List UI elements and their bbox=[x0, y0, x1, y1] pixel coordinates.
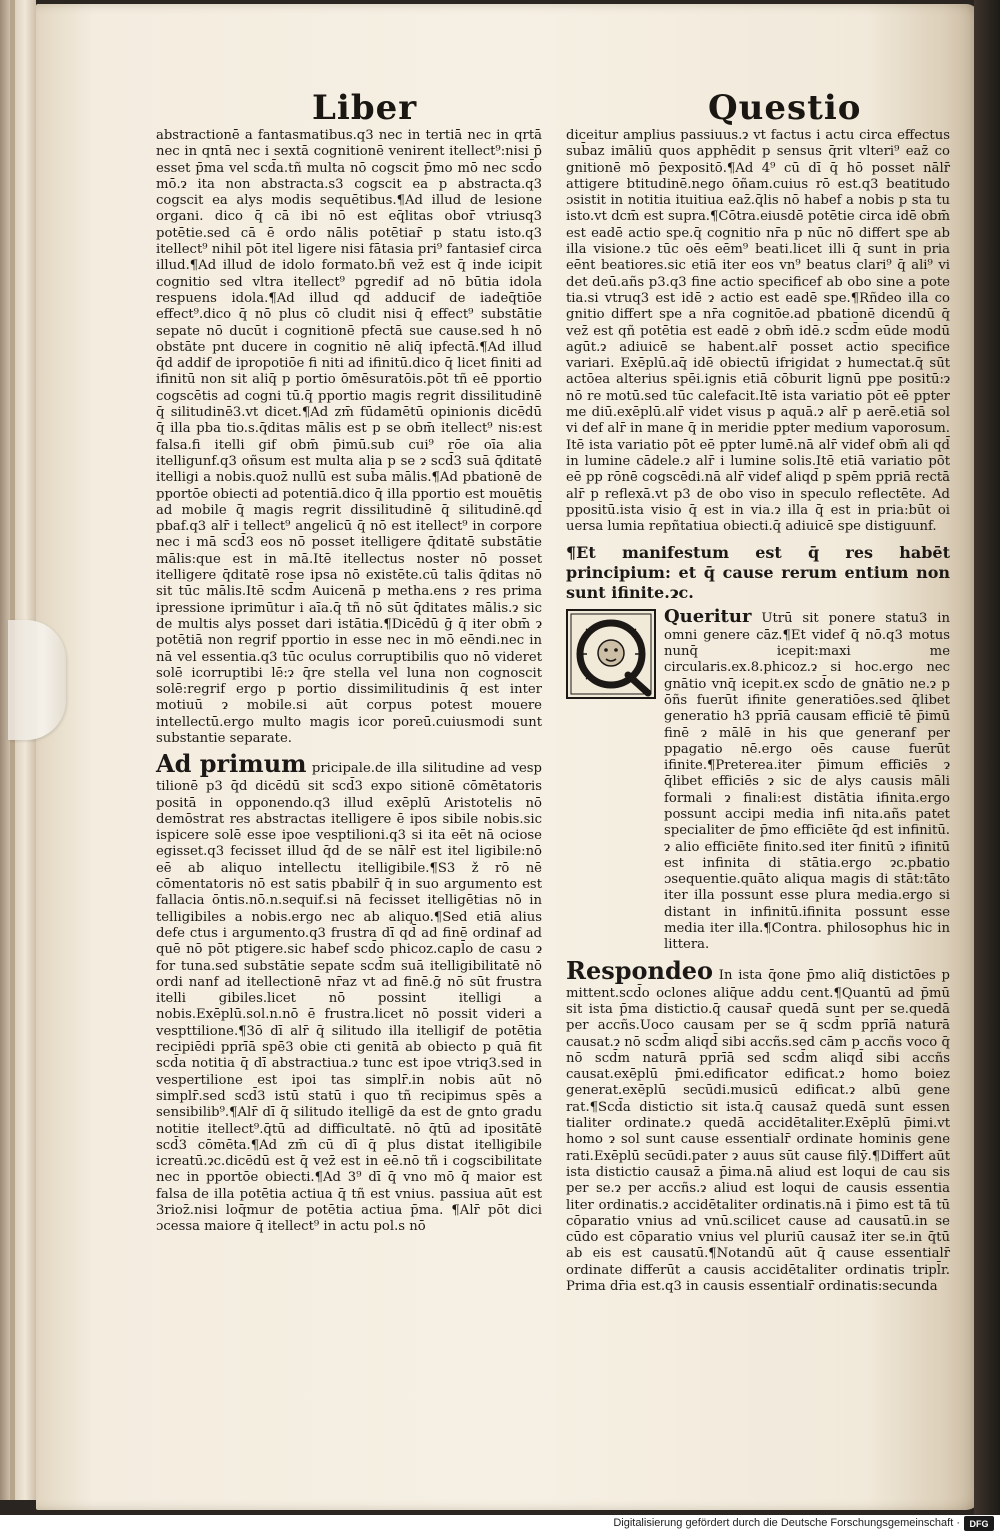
text-column-left bbox=[156, 128, 542, 1236]
paragraph-ad-primum bbox=[156, 747, 542, 1235]
footer-bar bbox=[0, 1515, 1000, 1533]
paragraph: abstractionē a fantasmatibus.q3 nec in tertiā nec in qrtā nec in qntā nec i sextā cognitionē venirent itellect⁹:nisi p̄ esset p̄ma vel scd̄a.tñ multa nō cogscit p̄mo mō nec scd̄o mō.ɂ ita non abstracta.s3 cogscit ea p abstracta.q3 cogscit ea alys modis sequētibus.¶Ad illud de lesione organi. dico q̄ cā ibi nō est eq̄litas obor̄ vtriusq3 potētie.sed cā ē ordo nālis potētiar̄ p statu isto.q3 itellect⁹ nihil pōt itel ligere nisi fātasia pri⁹ fantasief circa illud.¶Ad illud de idolo formato.bñ vez̄ est q̄ inde icipit cognitio sed vltra itellect⁹ pgredif ad nō būtia idola respuens idola.¶Ad illud qd̄ adducif de iadeq̄tiōe effect⁹.dico q̄ nō plus cō cludit nisi q̄ effect⁹ substātie sepate nō ducūt i cognitionē pfectā sue cause.sed h nō obstāte pnt ducere in cognitio nē aliq̄ ipfectā.¶Ad illud q̄d addif de ipropotiōe fi niti ad ifinitū.dico q̄ licet finiti ad ifinitū non sit aliq̄ p portio ōmēsuratōis.pōt tñ eē pportio cogscētis ad cogni tū.q̄ pportio magis regrit dissilitudinē q̄ silitudinē3.vt dicet.¶Ad zm̄ fūdamētū opinionis dicēdū q̄ illa pba tio.s.q̄ditas mālis est p se obm̄ itellect⁹ nis:est falsa.fi itelli gif obm̄ p̄imū.sub cui⁹ rōe oīa alia itelligunf.q3 oñsum est multa alia p se ɂ scd̄3 suā q̄ditatē itelligi a nobis.quoz̄ nullū est sub̄a mālis.¶Ad pbationē de pportōe obiecti ad potentiā.dico q̄ illa pportio est mouētis ad mobile q̄ magis regrit dissilitudinē q̄ silitudinē.qd̄ pbaf.q3 alr̄ i tellect⁹ angelicū q̄ nō est itellect⁹ in corpore nec i mā scd̄3 eos nō posset itelligere q̄ditatē substātie mālis:que est in mā.Itē itellectus noster nō posset itelligere q̄ditatē rose ipsa nō existēte.cū talis q̄ditas nō sit tūc mālis.Itē scd̄m Auicenā p metha.ens ɂ res prima ipressione iprimūtur i aīa.q̄ tñ nō sūt q̄ditates mālis.ɂ sic de multis alys posset dari istātia.¶Dicēdū ḡ q̄ iter obm̄ ɂ potētiā non regrif pportio in esse nec in mō eēndi.nec in nā vel essentia.q3 tūc oculus corruptibilis quo nō videret solē icorruptibi lē:ɂ q̄re stella vel luna non cognoscit solē:regrif ergo p portio dissimilitudinis q̄ est inter motiuū ɂ mobile.si aūt corpus potest mouere intellectū.ergo multo magis icor poreū.cuiusmodi sunt substantie separate. bbox=[156, 128, 542, 746]
quaeritur-paragraph bbox=[664, 606, 950, 953]
paper-bookmark bbox=[8, 620, 66, 740]
section-heading: Ad primum bbox=[156, 749, 307, 779]
paragraph-text: In ista q̄one p̄mo aliq̄ distictōes p mittent.scd̄o oclones aliq̄ue addu cent.¶Quantū ad p̄mū sit ista p̄ma distictio.q̄ causar̄ quedā sunt per se.quedā per accñs.Uoco causam per se q̄ scd̄m pprīā naturā causat.ɂ nō scd̄m aliqd̄ sibi accñs.sed cām p accñs voco q̄ nō scd̄m naturā pprīā sed scd̄m aliqd̄ sibi accñs causat.exēplū p̄mi.edificator edificat.ɂ homo boiez generat.exēplū secūdi.musicū edificat.ɂ albū gene rat.¶Scd̄a distictio sit ista.q̄ causaz̄ quedā sunt essen tialiter ordinate.ɂ quedā accidētaliter.Exēplū p̄imi.vt homo ɂ sol sunt cause essentialr̄ ordinate hominis gene rati.Exēplū secūdi.pater ɂ auus sūt cause filȳ.¶Differt aūt ista distictio causaz̄ a p̄ima.nā aliud est loqui de cau sis per se.ɂ per accñs.ɂ aliud est loqui de causis essentia liter ordinatis.ɂ accidētaliter ordinatis.nā i p̄imo est tā tū cōparatio vnius ad vnū.scilicet cause ad causatū.in se cūdo est cōparatio vnius vel pluriū causaz̄ iter se.in q̄tū ab eis est causatū.¶Notandū aūt q̄ cause essentialr̄ ordinate differūt a causis accidētaliter ordinatis tripl̄r. Prima dr̄ia est.q3 in causis essentialr̄ ordinatis:secunda bbox=[566, 967, 950, 1294]
quaeritur-word: Queritur bbox=[664, 606, 752, 628]
decorated-initial-q-icon bbox=[566, 609, 656, 699]
section-heading: Respondeo bbox=[566, 955, 714, 985]
running-head-left: Liber bbox=[312, 88, 418, 128]
facing-page-edge bbox=[0, 0, 36, 1500]
paragraph-respondeo bbox=[566, 954, 950, 1296]
binding-shadow bbox=[974, 0, 1000, 1515]
paragraph-text: pricipale.de illa silitudine ad vesp tilionē p3 q̄d dicēdū sit scd̄3 expo sitionē cōmētatoris positā in opponendo.q3 illud exēplū Aristotelis nō demōstrat res abstractas itelligere ē ipos sibile nobis.sic ispicere solē esse ipoe vesptilioni.q3 si ita eēt nā ociose egisset.q3 fecisset illud q̄d de se nālr̄ est itel ligibile:nō eē ab aliquo intellectu itelligibile.¶S3 ž rō nē cōmentatoris nō est satis pbabilr̄ q̄ in suo argumento est fallacia ōntis.nō.n.sequif.si nā fecisset itelligētias nō in telligibiles a nobis.ergo nec ab aliquo.¶Sed etiā alius defe ctus i argumento.q3 frustra dī qd̄ ad finē ordinaf ad quē nō pōt ptigere.sic habef scd̄o phicoz.capl̄o de casu ɂ for tuna.sed substātie sepate scd̄m suā itelligibilitatē nō ordi nanf ad itellectionē nr̄az vt ad finē.ḡ nō sūt frustra itelli gibiles.licet nō possint itelligi a nobis.Exēplū.sol.n.nō ē frustra.licet nō possit videri a vespttilione.¶3ō dī alr̄ q̄ silitudo illa itelligif de potētia recipiēdi pprīā spē3 obie cti genitā ab obiecto p quā fit scd̄a notitia q̄ dī abstractiua.ɂ tunc est ipoe vtriq3.sed in vespertilione est ipoi tas simplr̄.in nobis aūt nō simplr̄.sed scd̄3 istū statū i quo tñ recipimus spēs a sensibilib⁹.¶Alr̄ dī q̄ silitudo itelligē da est de gnto gradu notitie itellect⁹.q̄tū ad difficultatē. nō q̄tū ad ipositātē scd̄3 cōmēta.¶Ad zm̄ cū dī q̄ plus distat itelligibile icreatū.ɂc.dicēdū est q̄ vez̄ est in eē.nō tñ i cogscibilitate nec in pportōe obiecti.¶Ad 3⁹ dī q̄ vno mō q̄ maior est falsa de illa potētia actiua q̄ tñ est vnius. passiua aūt est 3rioz̄.nisi loq̄mur de potētia actiua p̄ma. ¶Alr̄ pōt dici ɔcessa maiore q̄ itellect⁹ in actu pol.s nō bbox=[156, 761, 542, 1235]
funding-credit: Digitalisierung gefördert durch die Deutsche Forschungsgemeinschaft · bbox=[613, 1517, 960, 1529]
paragraph: diceitur amplius passiuus.ɂ vt factus i actu circa effectus sub̄az imāliū quos apphēdit p sensus q̄rit vlteri⁹ eaz̄ co gnitionē mō p̄expositō.¶Ad 4⁹ cū dī q̄ hō posset nālr̄ attigere btitudinē.nego ōñam.cuius rō est.q3 beatitudo ɔsistit in notitia ituitiua eaz̄.q̄lis nō habef a nobis p sta tu isto.vt dcm̄ est supra.¶Cōtra.eiusdē potētie circa idē obm̄ est eadē actio spe.q̄ cognitio nr̄a p nūc nō differt spe ab illa visione.ɂ tūc oēs eēm⁹ beati.licet illi q̄ sunt in pria eēnt beatiores.sic etiā iter eos vn⁹ beatus clari⁹ q̄ ali⁹ vi det deū.añs p3.q3 fine actio specificef ab obo sine a pote tia.si vtruq3 est idē ɂ actio est eadē spe.¶Rñdeo illa co gnitio differt spe a nr̄a cognitōe.ad pbationē dicendū q̄ vez̄ est qñ potētia est eadē ɂ obm̄ idē.ɂ scd̄m eūde modū agūt.ɂ adiuicē se habent.alr̄ posset actio specifice variari. Exēplū.aq̄ idē obiectū ifrigidat ɂ humectat.q̄ sūt actōea alterius spēi.ignis etiā cōburit lignū ppe positū:ɂ nō re motū.sed tūc calefacit.Itē ista variatio pōt eē ppter me diū.exēplū.alr̄ videt visus p aquā.ɂ alr̄ p aerē.etiā sol vi def alr̄ in mane q̄ in meridie ppter medium vaporosum. Itē ista variatio pōt eē ppter lumē.nā alr̄ videf obm̄ ali qd̄ in lumine cādele.ɂ alr̄ i lumine solis.Itē etiā variatio pōt eē pp rōnē cogscēdi.nā alr̄ videf aliqd̄ p spēm ppriā rectā alr̄ p reflexā.vt p3 de obo viso in speculo reflectēte. Ad ppositū.ista visio q̄ est in via.ɂ illa q̄ est in pria:būt oi uersa lumia repñtatiua obiecti.q̄ adiuicē spe distiguunf. bbox=[566, 128, 950, 535]
dfg-logo-icon: DFG bbox=[964, 1516, 994, 1531]
lemma-quotation: ¶Et manifestum est q̄ res habēt principium: et q̄ cause rerum entium non sunt ifinite.ɂc. bbox=[566, 543, 950, 603]
quaeritur-block bbox=[566, 606, 950, 953]
paragraph-text: Utrū sit ponere statu3 in omni genere cāz.¶Et videf q̄ nō.q3 motus nunq̄ icepit:maxi me circularis.ex.8.phicoz.ɂ si hoc.ergo nec gnātio vnq̄ icepit.ex scd̄o de gnātio ne.ɂ p ōñs fuerūt ifinite generatiōes.sed q̄libet generatio h3 pprīā causam efficiē tē p̄imū finē ɂ mālē in his que generanf per ppagatio nē.ergo oēs cause fuerūt ifinite.¶Preterea.iter p̄imum efficiēs ɂ q̄libet efficiēs ɂ sic de alys causis māli formali ɂ finali:est distātia ifinita.ergo possunt accipi media infi nita.añs patet specialiter de p̄mo efficiēte q̄d est infinitū. ɂ alio efficiēte finito.sed iter finitū ɂ ifinitū est infinita di stātia.ergo ɂc.pbatio ɔsequentie.quāto aliqua magis di stāt:tāto iter illa possunt esse plura media.ergo si distant in infinitū.ifinita possunt esse media iter illa.¶Contra. philosophus hic in littera. bbox=[664, 611, 950, 953]
text-column-right bbox=[566, 128, 950, 1295]
running-head-right: Questio bbox=[708, 88, 862, 128]
